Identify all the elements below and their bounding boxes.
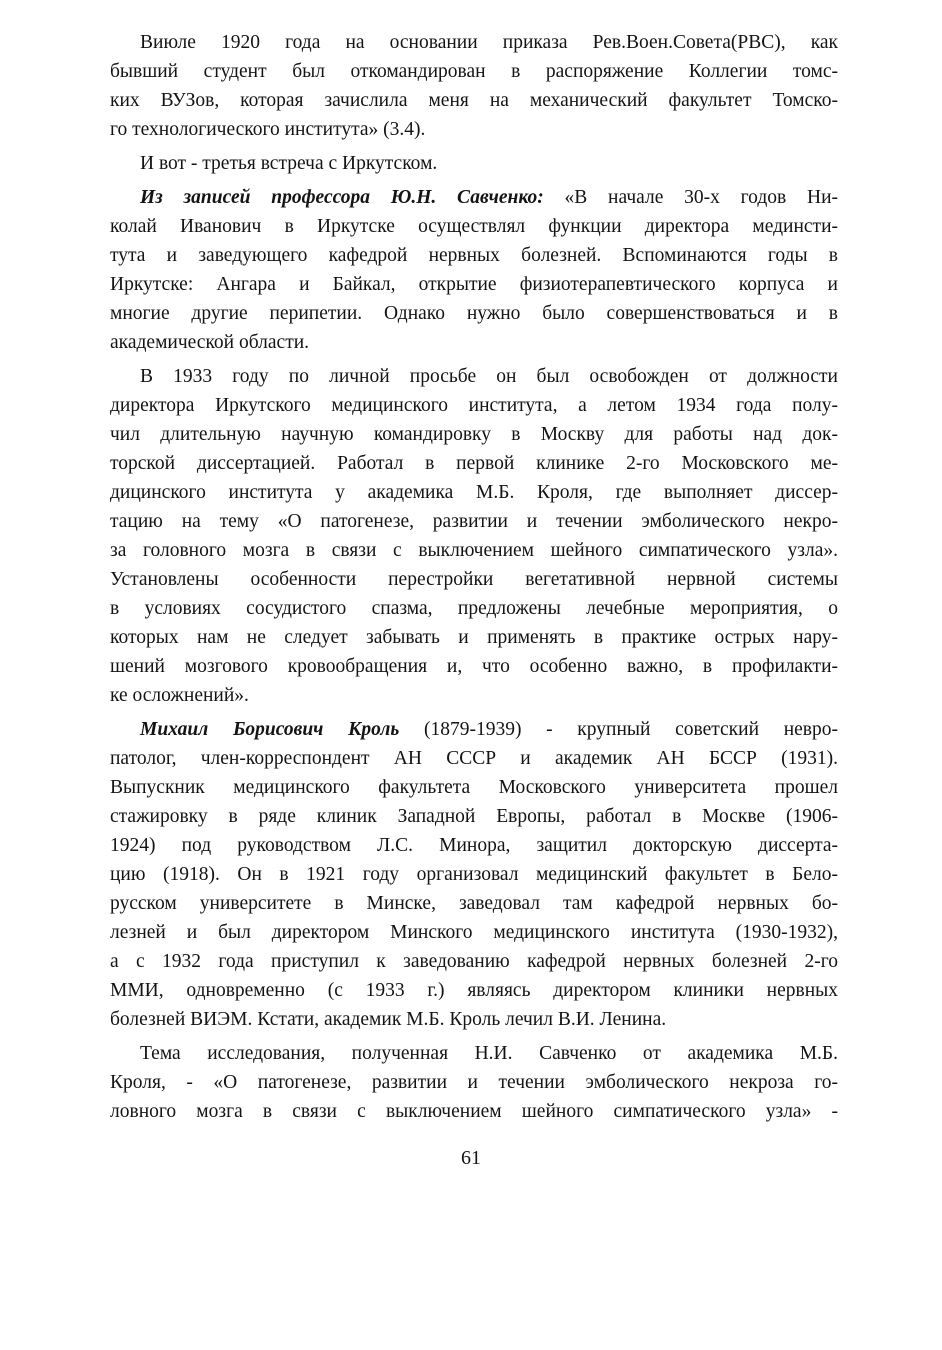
paragraph-2 bbox=[110, 149, 838, 178]
text-line: а с 1932 года приступил к заведованию кафедрой нервных болезней 2-го bbox=[110, 951, 838, 972]
text-line: Кроля, - «О патогенезе, развитии и течении эмболического некроза го- bbox=[110, 1072, 838, 1093]
paragraph-3 bbox=[110, 183, 838, 357]
page-number: 61 bbox=[461, 1147, 481, 1169]
paragraph-1 bbox=[110, 28, 838, 144]
person-name: Михаил Борисович Кроль bbox=[140, 719, 400, 740]
paragraph-4 bbox=[110, 362, 838, 710]
text-line: академической области. bbox=[110, 332, 310, 353]
text-line: многие другие перипетии. Однако нужно было совершенствоваться и в bbox=[110, 303, 838, 324]
paragraph-6 bbox=[110, 1039, 838, 1126]
body-text bbox=[110, 28, 838, 1126]
text-line: ке осложнений». bbox=[110, 685, 249, 706]
text-line: Установлены особенности перестройки вегетативной нервной системы bbox=[110, 569, 838, 590]
text-line: ких ВУЗов, которая зачислила меня на механический факультет Томско- bbox=[110, 90, 838, 111]
text-line: патолог, член-корреспондент АН СССР и академик АН БССР (1931). bbox=[110, 748, 838, 769]
text-line: дицинского института у академика М.Б. Кроля, где выполняет диссер- bbox=[110, 482, 838, 503]
text-line: ММИ, одновременно (с 1933 г.) являясь директором клиники нервных bbox=[110, 980, 838, 1001]
text-line: И вот - третья встреча с Иркутском. bbox=[140, 153, 438, 174]
text-line: шений мозгового кровообращения и, что особенно важно, в профилакти- bbox=[110, 656, 838, 677]
text-line: Выпускник медицинского факультета Московского университета прошел bbox=[110, 777, 838, 798]
text-line bbox=[110, 183, 838, 212]
text-line: лезней и был директором Минского медицинского института (1930-1932), bbox=[110, 922, 838, 943]
text-line: торской диссертацией. Работал в первой клинике 2-го Московского ме- bbox=[110, 453, 838, 474]
text-line: бывший студент был откомандирован в распоряжение Коллегии томс- bbox=[110, 61, 838, 82]
text-line: тацию на тему «О патогенезе, развитии и течении эмболического некро- bbox=[110, 511, 838, 532]
text-fragment: «В начале 30-х годов Ни- bbox=[543, 187, 838, 208]
source-attribution: Из записей профессора Ю.Н. Савченко: bbox=[140, 187, 544, 208]
text-line: го технологического института» (3.4). bbox=[110, 119, 426, 140]
text-line: Виюле 1920 года на основании приказа Рев.Воен.Совета(РВС), как bbox=[140, 32, 838, 53]
text-line: тута и заведующего кафедрой нервных болезней. Вспоминаются годы в bbox=[110, 245, 838, 266]
text-line: чил длительную научную командировку в Москву для работы над док- bbox=[110, 424, 838, 445]
text-line: В 1933 году по личной просьбе он был освобожден от должности bbox=[140, 366, 838, 387]
text-line: которых нам не следует забывать и применять в практике острых нару- bbox=[110, 627, 838, 648]
text-fragment: (1879-1939) - крупный советский невро- bbox=[399, 719, 838, 740]
text-line: колай Иванович в Иркутске осуществлял функции директора мединсти- bbox=[110, 216, 838, 237]
text-line: Тема исследования, полученная Н.И. Савченко от академика М.Б. bbox=[140, 1043, 838, 1064]
text-line: ловного мозга в связи с выключением шейного симпатического узла» - bbox=[110, 1101, 838, 1122]
text-line: русском университете в Минске, заведовал там кафедрой нервных бо- bbox=[110, 893, 838, 914]
text-line: в условиях сосудистого спазма, предложены лечебные мероприятия, о bbox=[110, 598, 838, 619]
text-line: 1924) под руководством Л.С. Минора, защитил докторскую диссерта- bbox=[110, 835, 838, 856]
text-line: директора Иркутского медицинского института, а летом 1934 года полу- bbox=[110, 395, 838, 416]
text-line: стажировку в ряде клиник Западной Европы, работал в Москве (1906- bbox=[110, 806, 838, 827]
text-line: цию (1918). Он в 1921 году организовал медицинский факультет в Бело- bbox=[110, 864, 838, 885]
text-line: за головного мозга в связи с выключением шейного симпатического узла». bbox=[110, 540, 838, 561]
text-line: Иркутске: Ангара и Байкал, открытие физиотерапевтического корпуса и bbox=[110, 274, 838, 295]
text-line bbox=[110, 715, 838, 744]
text-line: болезней ВИЭМ. Кстати, академик М.Б. Кроль лечил В.И. Ленина. bbox=[110, 1009, 667, 1030]
paragraph-5 bbox=[110, 715, 838, 1034]
